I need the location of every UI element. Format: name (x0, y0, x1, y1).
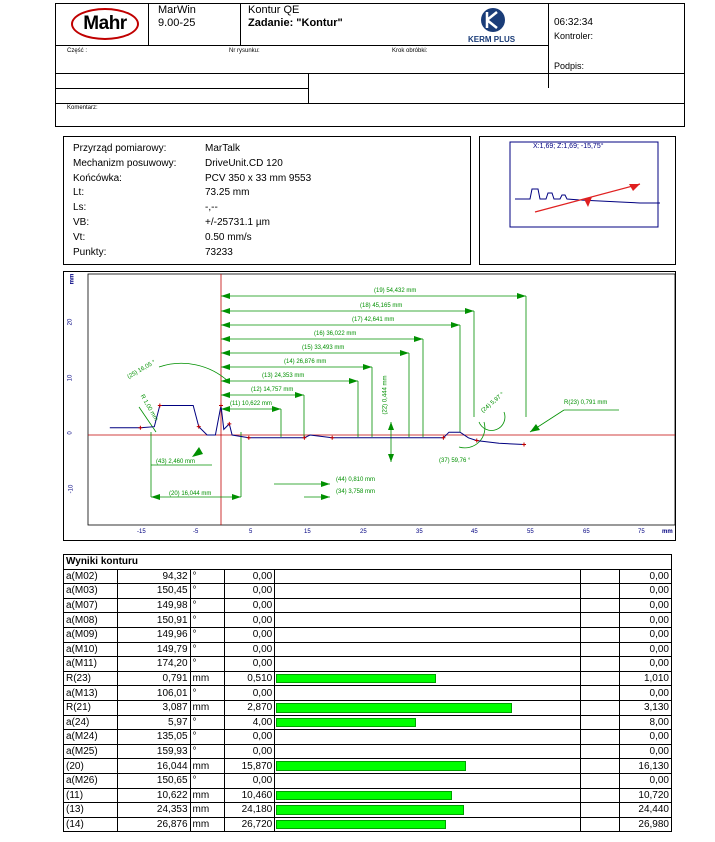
dim-label-20: (20) 16,044 mm (169, 491, 212, 497)
y-tick: -10 (68, 484, 75, 494)
report-title: Kontur QE (248, 4, 300, 16)
comment-label: Komentarz: (67, 105, 98, 111)
instrument-label: Mechanizm posuwowy: (73, 157, 177, 169)
result-lower-tol: 0,00 (224, 627, 274, 642)
tolerance-bar (276, 703, 512, 713)
result-value: 150,91 (117, 613, 190, 628)
result-name: a(M09) (64, 627, 118, 642)
result-name: (20) (64, 759, 118, 774)
mahr-logo-text: Mahr (83, 13, 127, 34)
tolerance-bar-cell (275, 759, 581, 774)
result-lower-tol: 0,00 (224, 773, 274, 788)
result-value: 106,01 (117, 686, 190, 701)
instrument-value: MarTalk (205, 143, 241, 154)
dim-label-r21: R 1,00 mm (138, 393, 159, 423)
result-row[interactable] (64, 803, 672, 818)
app-name: MarWin (158, 4, 196, 16)
result-spacer (580, 569, 620, 584)
result-spacer (580, 715, 620, 730)
x-axis-unit: mm (662, 529, 673, 535)
result-upper-tol: 0,00 (620, 657, 672, 672)
result-spacer (580, 730, 620, 745)
instrument-value: +/-25731.1 µm (205, 216, 270, 228)
result-unit: ° (190, 657, 224, 672)
tolerance-bar-cell (275, 700, 581, 715)
result-name: a(24) (64, 715, 118, 730)
tolerance-bar-cell (275, 569, 581, 584)
tolerance-bar-cell (275, 773, 581, 788)
x-tick: 45 (471, 529, 478, 535)
result-unit: ° (190, 744, 224, 759)
result-name: a(M02) (64, 569, 118, 584)
app-version: 9.00-25 (158, 17, 196, 29)
step-label: Krok obróbki: (392, 48, 428, 54)
chart-annotations (64, 272, 675, 540)
signature-label: Podpis: (554, 61, 585, 71)
result-spacer (580, 671, 620, 686)
result-spacer (580, 803, 620, 818)
result-row[interactable] (64, 613, 672, 628)
result-upper-tol: 0,00 (620, 584, 672, 599)
instrument-label: VB: (73, 216, 90, 228)
result-name: (11) (64, 788, 118, 803)
result-lower-tol: 0,00 (224, 686, 274, 701)
result-upper-tol: 0,00 (620, 627, 672, 642)
instrument-label: Przyrząd pomiarowy: (73, 143, 167, 154)
result-row[interactable] (64, 759, 672, 774)
result-upper-tol: 8,00 (620, 715, 672, 730)
tolerance-bar (276, 674, 436, 684)
instrument-row (73, 247, 463, 262)
dim-label-18: (18) 45,165 mm (360, 303, 403, 309)
tolerance-bar-cell (275, 613, 581, 628)
result-upper-tol: 0,00 (620, 686, 672, 701)
y-tick: 0 (67, 431, 74, 435)
result-spacer (580, 759, 620, 774)
result-spacer (580, 788, 620, 803)
instrument-value: -,-- (205, 202, 218, 214)
result-name: a(M08) (64, 613, 118, 628)
instrument-row (73, 232, 463, 247)
result-value: 94,32 (117, 569, 190, 584)
instrument-value: 73233 (205, 246, 233, 258)
result-spacer (580, 584, 620, 599)
result-upper-tol: 26,980 (620, 817, 672, 832)
tolerance-bar-cell (275, 627, 581, 642)
kerm-plus-logo (468, 6, 520, 44)
result-spacer (580, 657, 620, 672)
result-unit: ° (190, 773, 224, 788)
tolerance-bar-cell (275, 817, 581, 832)
result-upper-tol: 0,00 (620, 613, 672, 628)
instrument-label: Ls: (73, 202, 87, 214)
result-lower-tol: 0,00 (224, 657, 274, 672)
dim-label-13: (13) 24,353 mm (262, 373, 305, 379)
results-title: Wyniki konturu (64, 555, 672, 570)
instrument-label: Punkty: (73, 246, 107, 258)
instrument-row (73, 158, 463, 173)
result-name: a(M24) (64, 730, 118, 745)
dim-label-14: (14) 26,876 mm (284, 359, 327, 365)
result-name: (14) (64, 817, 118, 832)
dim-label-17: (17) 42,641 mm (352, 317, 395, 323)
instrument-label: Vt: (73, 231, 86, 243)
result-row[interactable] (64, 744, 672, 759)
result-value: 0,791 (117, 671, 190, 686)
dim-label-34: (34) 3,758 mm (336, 489, 376, 495)
result-upper-tol: 0,00 (620, 744, 672, 759)
result-lower-tol: 4,00 (224, 715, 274, 730)
result-upper-tol: 0,00 (620, 569, 672, 584)
dim-label-24: (24) 5,97 ° (480, 391, 506, 415)
result-name: a(M25) (64, 744, 118, 759)
result-name: a(M11) (64, 657, 118, 672)
x-tick: 35 (416, 529, 423, 535)
x-axis-ticks (64, 529, 675, 539)
tolerance-bar-cell (275, 642, 581, 657)
tolerance-bar-cell (275, 598, 581, 613)
result-row[interactable] (64, 642, 672, 657)
result-name: R(21) (64, 700, 118, 715)
tolerance-bar-cell (275, 715, 581, 730)
result-unit: mm (190, 759, 224, 774)
instrument-row (73, 217, 463, 232)
result-spacer (580, 613, 620, 628)
tolerance-bar-cell (275, 803, 581, 818)
instrument-row (73, 173, 463, 188)
tolerance-bar (276, 820, 446, 830)
result-upper-tol: 0,00 (620, 642, 672, 657)
dim-label-r23: R(23) 0,791 mm (564, 400, 608, 406)
dim-label-11: (11) 10,622 mm (230, 401, 272, 407)
result-upper-tol: 24,440 (620, 803, 672, 818)
tolerance-bar (276, 791, 451, 801)
result-row[interactable] (64, 627, 672, 642)
result-name: a(M03) (64, 584, 118, 599)
controller-label: Kontroler: (554, 31, 594, 41)
result-value: 150,45 (117, 584, 190, 599)
part-label: Część : (67, 48, 88, 54)
result-spacer (580, 744, 620, 759)
overview-cursor-text: X:1,69; Z:1,69; -15,75° (533, 143, 604, 150)
result-lower-tol: 0,00 (224, 730, 274, 745)
result-unit: ° (190, 715, 224, 730)
result-lower-tol: 26,720 (224, 817, 274, 832)
result-unit: ° (190, 569, 224, 584)
result-value: 24,353 (117, 803, 190, 818)
result-upper-tol: 10,720 (620, 788, 672, 803)
result-unit: ° (190, 642, 224, 657)
result-spacer (580, 700, 620, 715)
x-tick: 15 (304, 529, 311, 535)
result-unit: mm (190, 671, 224, 686)
dim-label-37: (37) 59,76 ° (439, 458, 471, 464)
result-name: (13) (64, 803, 118, 818)
result-spacer (580, 773, 620, 788)
result-value: 135,05 (117, 730, 190, 745)
result-lower-tol: 24,180 (224, 803, 274, 818)
result-lower-tol: 0,00 (224, 642, 274, 657)
instrument-row (73, 202, 463, 217)
result-lower-tol: 10,460 (224, 788, 274, 803)
result-lower-tol: 2,870 (224, 700, 274, 715)
dim-label-12: (12) 14,757 mm (251, 387, 294, 393)
mahr-logo (71, 8, 139, 40)
result-spacer (580, 627, 620, 642)
result-unit: ° (190, 627, 224, 642)
results-title-row (64, 555, 672, 570)
result-spacer (580, 817, 620, 832)
result-lower-tol: 0,00 (224, 598, 274, 613)
result-value: 149,79 (117, 642, 190, 657)
result-row[interactable] (64, 715, 672, 730)
result-spacer (580, 686, 620, 701)
x-tick: 65 (583, 529, 590, 535)
x-tick: 5 (249, 529, 253, 535)
dim-label-25: (25) 16,05 ° (126, 359, 157, 381)
result-name: a(M10) (64, 642, 118, 657)
result-row[interactable] (64, 700, 672, 715)
instrument-value: 73.25 mm (205, 187, 250, 199)
result-unit: mm (190, 817, 224, 832)
result-row[interactable] (64, 598, 672, 613)
result-row[interactable] (64, 584, 672, 599)
result-row[interactable] (64, 657, 672, 672)
result-value: 149,96 (117, 627, 190, 642)
result-row[interactable] (64, 569, 672, 584)
result-unit: mm (190, 700, 224, 715)
result-value: 16,044 (117, 759, 190, 774)
result-row[interactable] (64, 788, 672, 803)
result-unit: mm (190, 788, 224, 803)
report-time: 06:32:34 (554, 17, 593, 28)
dim-label-44: (44) 0,810 mm (336, 477, 376, 483)
dim-label-15: (15) 33,493 mm (302, 345, 345, 351)
result-lower-tol: 0,00 (224, 613, 274, 628)
result-unit: mm (190, 803, 224, 818)
result-upper-tol: 0,00 (620, 773, 672, 788)
instrument-value: 0.50 mm/s (205, 231, 252, 243)
x-tick: -5 (193, 529, 199, 535)
result-lower-tol: 0,00 (224, 584, 274, 599)
result-lower-tol: 0,00 (224, 744, 274, 759)
result-lower-tol: 0,00 (224, 569, 274, 584)
x-tick: 25 (360, 529, 367, 535)
x-tick: -15 (137, 529, 146, 535)
instrument-value: PCV 350 x 33 mm 9553 (205, 172, 312, 184)
result-row[interactable] (64, 671, 672, 686)
result-name: a(M07) (64, 598, 118, 613)
result-value: 3,087 (117, 700, 190, 715)
result-name: a(M13) (64, 686, 118, 701)
instrument-list (73, 143, 463, 261)
kerm-plus-text: KERM PLUS (468, 35, 516, 44)
result-unit: ° (190, 730, 224, 745)
instrument-row (73, 187, 463, 202)
dim-label-16: (16) 36,022 mm (314, 331, 357, 337)
y-tick: 10 (67, 374, 74, 382)
result-value: 150,65 (117, 773, 190, 788)
x-tick: 55 (527, 529, 534, 535)
instrument-label: Lt: (73, 187, 85, 199)
tolerance-bar-cell (275, 744, 581, 759)
result-row[interactable] (64, 817, 672, 832)
result-upper-tol: 0,00 (620, 598, 672, 613)
overview-plot[interactable] (480, 137, 675, 264)
result-upper-tol: 0,00 (620, 730, 672, 745)
instrument-label: Końcówka: (73, 172, 122, 184)
tolerance-bar-cell (275, 730, 581, 745)
result-lower-tol: 15,870 (224, 759, 274, 774)
result-row[interactable] (64, 773, 672, 788)
result-upper-tol: 3,130 (620, 700, 672, 715)
result-lower-tol: 0,510 (224, 671, 274, 686)
tolerance-bar-cell (275, 788, 581, 803)
result-name: a(M26) (64, 773, 118, 788)
dim-label-22: (22) 0,444 mm (382, 375, 389, 415)
result-value: 174,20 (117, 657, 190, 672)
result-unit: ° (190, 598, 224, 613)
results-table (63, 554, 672, 832)
dim-label-43: (43) 2,460 mm (156, 459, 196, 465)
result-row[interactable] (64, 730, 672, 745)
dim-label-19: (19) 54,432 mm (374, 288, 417, 294)
result-name: R(23) (64, 671, 118, 686)
task-name: Zadanie: "Kontur" (248, 17, 343, 29)
x-tick: 75 (638, 529, 645, 535)
instrument-value: DriveUnit.CD 120 (205, 157, 283, 169)
result-spacer (580, 642, 620, 657)
result-unit: ° (190, 686, 224, 701)
result-value: 26,876 (117, 817, 190, 832)
instrument-row (73, 143, 463, 158)
tolerance-bar (276, 805, 464, 815)
tolerance-bar (276, 718, 416, 728)
drawing-label: Nr rysunku: (229, 48, 260, 54)
result-spacer (580, 598, 620, 613)
tolerance-bar-cell (275, 657, 581, 672)
tolerance-bar-cell (275, 671, 581, 686)
result-unit: ° (190, 613, 224, 628)
result-value: 159,93 (117, 744, 190, 759)
result-value: 149,98 (117, 598, 190, 613)
tolerance-bar-cell (275, 584, 581, 599)
tolerance-bar-cell (275, 686, 581, 701)
result-value: 10,622 (117, 788, 190, 803)
result-upper-tol: 1,010 (620, 671, 672, 686)
result-unit: ° (190, 584, 224, 599)
y-tick: 20 (67, 318, 74, 326)
result-upper-tol: 16,130 (620, 759, 672, 774)
y-axis-unit: mm (69, 273, 76, 285)
result-row[interactable] (64, 686, 672, 701)
tolerance-bar (276, 761, 466, 771)
y-axis-ticks (64, 272, 84, 532)
result-value: 5,97 (117, 715, 190, 730)
